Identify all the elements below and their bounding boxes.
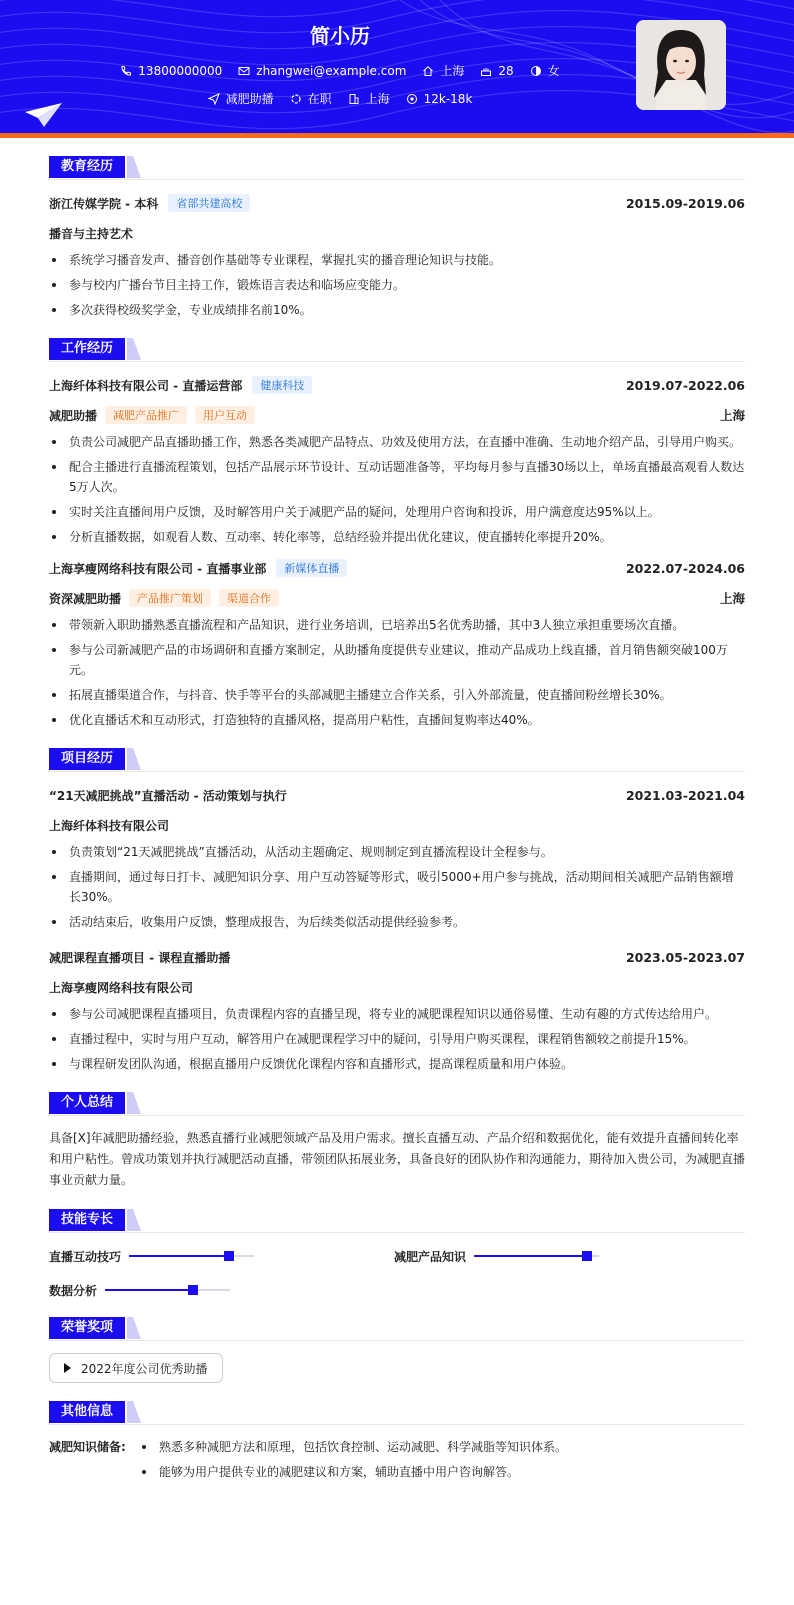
skill-tag: 减肥产品推广 bbox=[105, 406, 187, 424]
industry-tag: 新媒体直播 bbox=[276, 559, 347, 577]
job-item bbox=[208, 90, 274, 107]
entry-header bbox=[49, 946, 745, 968]
work-section bbox=[49, 338, 745, 730]
other-info-row bbox=[49, 1437, 745, 1487]
phone-text: 13800000000 bbox=[138, 63, 223, 78]
section-title-tail bbox=[127, 1209, 141, 1231]
entry-title bbox=[49, 559, 347, 577]
skill-fill bbox=[105, 1289, 193, 1291]
skill-bar bbox=[474, 1255, 599, 1257]
resume-header bbox=[0, 0, 794, 138]
location-text: 上海 bbox=[440, 64, 465, 78]
skill-tag: 产品推广策划 bbox=[129, 589, 211, 607]
phone-item bbox=[120, 64, 222, 78]
list-item: 参与公司新减肥产品的市场调研和直播方案制定，从助播角度提供专业建议，推动产品成功上线直播，首月销售额突破100万元。 bbox=[49, 640, 745, 680]
accent-bar bbox=[0, 133, 794, 138]
section-header bbox=[49, 1209, 745, 1233]
entry-header bbox=[49, 374, 745, 396]
list-item: 分析直播数据，如观看人数、互动率、转化率等，总结经验并提出优化建议，使直播转化率提升20%。 bbox=[49, 527, 745, 547]
skills-section bbox=[49, 1209, 745, 1313]
email-text: zhangwei@example.com bbox=[256, 63, 407, 78]
skill-item bbox=[49, 1279, 394, 1301]
paper-plane-icon bbox=[24, 102, 64, 128]
project-entry bbox=[49, 784, 745, 932]
coin-icon bbox=[406, 93, 418, 105]
project-entry bbox=[49, 946, 745, 1074]
bullet-list bbox=[49, 432, 745, 547]
company-name: 上海享瘦网络科技有限公司 - 直播事业部 bbox=[49, 561, 267, 576]
list-item: 参与公司减肥课程直播项目，负责课程内容的直播呈现，将专业的减肥课程知识以通俗易懂、生动有趣的方式传达给用户。 bbox=[49, 1004, 745, 1024]
section-header bbox=[49, 1092, 745, 1116]
skill-list bbox=[49, 1245, 745, 1313]
job-row bbox=[0, 90, 680, 107]
section-title: 个人总结 bbox=[49, 1092, 125, 1114]
project-name: “21天减肥挑战”直播活动 - 活动策划与执行 bbox=[49, 788, 287, 803]
list-item: 带领新入职助播熟悉直播流程和产品知识，进行业务培训，已培养出5名优秀助播，其中3人独立承担重要场次直播。 bbox=[49, 615, 745, 635]
avatar-photo bbox=[636, 20, 726, 110]
list-item: 直播期间，通过每日打卡、减肥知识分享、用户互动答疑等形式，吸引5000+用户参与挑战，活动期间相关减肥产品销售额增长30%。 bbox=[49, 867, 745, 907]
section-header bbox=[49, 1317, 745, 1341]
city-item bbox=[348, 90, 390, 107]
project-name: 减肥课程直播项目 - 课程直播助播 bbox=[49, 950, 231, 965]
entry-subheader bbox=[49, 587, 745, 609]
list-item: 多次获得校级奖学金，专业成绩排名前10%。 bbox=[49, 300, 745, 320]
list-item: 活动结束后，收集用户反馈，整理成报告，为后续类似活动提供经验参考。 bbox=[49, 912, 745, 932]
skill-knob bbox=[224, 1251, 234, 1261]
gender-text: 女 bbox=[547, 64, 560, 78]
skill-tag: 渠道合作 bbox=[219, 589, 279, 607]
awards-section bbox=[49, 1317, 745, 1383]
skill-name: 直播互动技巧 bbox=[49, 1249, 122, 1264]
send-icon bbox=[208, 93, 220, 105]
mail-icon bbox=[238, 65, 250, 77]
skill-knob bbox=[188, 1285, 198, 1295]
role-name: 资深减肥助播 bbox=[49, 591, 122, 606]
bullet-list bbox=[49, 842, 745, 932]
section-title-tail bbox=[127, 338, 141, 360]
work-entry bbox=[49, 374, 745, 547]
bullet-list bbox=[49, 1004, 745, 1074]
work-entry bbox=[49, 557, 745, 730]
entry-subheader bbox=[49, 222, 745, 244]
avatar bbox=[636, 20, 726, 110]
section-header bbox=[49, 338, 745, 362]
list-item: 参与校内广播台节目主持工作，锻炼语言表达和临场应变能力。 bbox=[49, 275, 745, 295]
section-title: 荣誉奖项 bbox=[49, 1317, 125, 1339]
skill-bar bbox=[105, 1289, 230, 1291]
status-item bbox=[290, 90, 332, 107]
resume-content bbox=[0, 156, 794, 1487]
entry-date: 2019.07-2022.06 bbox=[625, 377, 745, 393]
list-item: 能够为用户提供专业的减肥建议和方案，辅助直播中用户咨询解答。 bbox=[139, 1462, 567, 1482]
sync-icon bbox=[290, 93, 302, 105]
project-company: 上海享瘦网络科技有限公司 bbox=[49, 980, 194, 995]
age-item bbox=[480, 64, 513, 78]
role-line bbox=[49, 589, 279, 607]
skill-item bbox=[394, 1245, 739, 1267]
skill-item bbox=[49, 1245, 394, 1267]
entry-date: 2021.03-2021.04 bbox=[625, 787, 745, 803]
entry-title bbox=[49, 194, 250, 212]
list-item: 与课程研发团队沟通，根据直播用户反馈优化课程内容和直播形式，提高课程质量和用户体验。 bbox=[49, 1054, 745, 1074]
major-name: 播音与主持艺术 bbox=[49, 226, 134, 241]
industry-tag: 健康科技 bbox=[252, 376, 312, 394]
list-item: 负责策划“21天减肥挑战”直播活动，从活动主题确定、规则制定到直播流程设计全程参与。 bbox=[49, 842, 745, 862]
candidate-name: 简小历 bbox=[310, 24, 370, 48]
education-entry bbox=[49, 192, 745, 320]
entry-title bbox=[49, 376, 312, 394]
entry-header bbox=[49, 784, 745, 806]
section-title: 项目经历 bbox=[49, 748, 125, 770]
section-title-tail bbox=[127, 1401, 141, 1423]
list-item: 拓展直播渠道合作，与抖音、快手等平台的头部减肥主播建立合作关系，引入外部流量，使直播间粉丝增长30%。 bbox=[49, 685, 745, 705]
entry-city: 上海 bbox=[719, 591, 745, 606]
contact-row bbox=[0, 62, 680, 79]
list-item: 实时关注直播间用户反馈，及时解答用户关于减肥产品的疑问，处理用户咨询和投诉，用户满意度达95%以上。 bbox=[49, 502, 745, 522]
list-item: 熟悉多种减肥方法和原理，包括饮食控制、运动减肥、科学减脂等知识体系。 bbox=[139, 1437, 567, 1457]
role-line bbox=[49, 406, 255, 424]
skill-tag: 用户互动 bbox=[195, 406, 255, 424]
bullet-list bbox=[49, 615, 745, 730]
entry-date: 2023.05-2023.07 bbox=[625, 949, 745, 965]
other-info-label: 减肥知识储备: bbox=[49, 1440, 126, 1454]
entry-subheader bbox=[49, 976, 745, 998]
play-icon bbox=[64, 1363, 71, 1373]
list-item: 直播过程中，实时与用户互动，解答用户在减肥课程学习中的疑问，引导用户购买课程，课程销售额较之前提升15%。 bbox=[49, 1029, 745, 1049]
section-title: 其他信息 bbox=[49, 1401, 125, 1423]
email-item bbox=[238, 64, 406, 78]
company-name: 上海纤体科技有限公司 - 直播运营部 bbox=[49, 378, 243, 393]
section-title: 工作经历 bbox=[49, 338, 125, 360]
age-text: 28 bbox=[498, 63, 514, 78]
entry-subheader bbox=[49, 404, 745, 426]
award-name: 2022年度公司优秀助播 bbox=[81, 1361, 208, 1376]
section-title: 教育经历 bbox=[49, 156, 125, 178]
status-text: 在职 bbox=[307, 92, 332, 106]
summary-section bbox=[49, 1092, 745, 1191]
list-item: 配合主播进行直播流程策划，包括产品展示环节设计、互动话题准备等，平均每月参与直播30场以上，单场直播最高观看人数达5万人次。 bbox=[49, 457, 745, 497]
skill-fill bbox=[129, 1255, 229, 1257]
city-text: 上海 bbox=[365, 92, 390, 106]
home-icon bbox=[422, 65, 434, 77]
projects-section bbox=[49, 748, 745, 1074]
section-title-tail bbox=[127, 748, 141, 770]
job-text: 减肥助播 bbox=[225, 92, 274, 106]
other-section bbox=[49, 1401, 745, 1487]
entry-city: 上海 bbox=[719, 408, 745, 423]
school-name: 浙江传媒学院 - 本科 bbox=[49, 196, 159, 211]
section-title-tail bbox=[127, 156, 141, 178]
skill-name: 数据分析 bbox=[49, 1283, 98, 1298]
cake-icon bbox=[480, 65, 492, 77]
education-section bbox=[49, 156, 745, 320]
gender-icon bbox=[530, 65, 542, 77]
salary-text: 12k-18k bbox=[423, 91, 473, 106]
skill-knob bbox=[582, 1251, 592, 1261]
gender-item bbox=[530, 62, 560, 79]
award-badge bbox=[49, 1353, 223, 1383]
skill-bar bbox=[129, 1255, 254, 1257]
salary-item bbox=[406, 92, 473, 106]
role-name: 减肥助播 bbox=[49, 408, 98, 423]
summary-text: 具备[X]年减肥助播经验，熟悉直播行业减肥领域产品及用户需求。擅长直播互动、产品介绍和数据优化，能有效提升直播间转化率和用户粘性。曾成功策划并执行减肥活动直播，带领团队拓展业务，具备良好的团队协作和沟通能力，期待加入贵公司，为减肥直播事业贡献力量。 bbox=[49, 1131, 746, 1187]
list-item: 负责公司减肥产品直播助播工作，熟悉各类减肥产品特点、功效及使用方法，在直播中准确、生动地介绍产品，引导用户购买。 bbox=[49, 432, 745, 452]
skill-fill bbox=[474, 1255, 587, 1257]
entry-date: 2022.07-2024.06 bbox=[625, 560, 745, 576]
section-header bbox=[49, 156, 745, 180]
entry-date: 2015.09-2019.06 bbox=[625, 195, 745, 211]
section-title: 技能专长 bbox=[49, 1209, 125, 1231]
school-tag: 省部共建高校 bbox=[168, 194, 250, 212]
building-icon bbox=[348, 93, 360, 105]
project-company: 上海纤体科技有限公司 bbox=[49, 818, 170, 833]
list-item: 优化直播话术和互动形式，打造独特的直播风格，提高用户粘性，直播间复购率达40%。 bbox=[49, 710, 745, 730]
phone-icon bbox=[120, 65, 132, 77]
entry-subheader bbox=[49, 814, 745, 836]
section-title-tail bbox=[127, 1317, 141, 1339]
list-item: 系统学习播音发声、播音创作基础等专业课程，掌握扎实的播音理论知识与技能。 bbox=[49, 250, 745, 270]
section-header bbox=[49, 748, 745, 772]
entry-header bbox=[49, 192, 745, 214]
section-header bbox=[49, 1401, 745, 1425]
section-title-tail bbox=[127, 1092, 141, 1114]
skill-name: 减肥产品知识 bbox=[394, 1249, 467, 1264]
bullet-list bbox=[49, 250, 745, 320]
bullet-list bbox=[139, 1437, 567, 1487]
location-item bbox=[422, 62, 464, 79]
entry-header bbox=[49, 557, 745, 579]
